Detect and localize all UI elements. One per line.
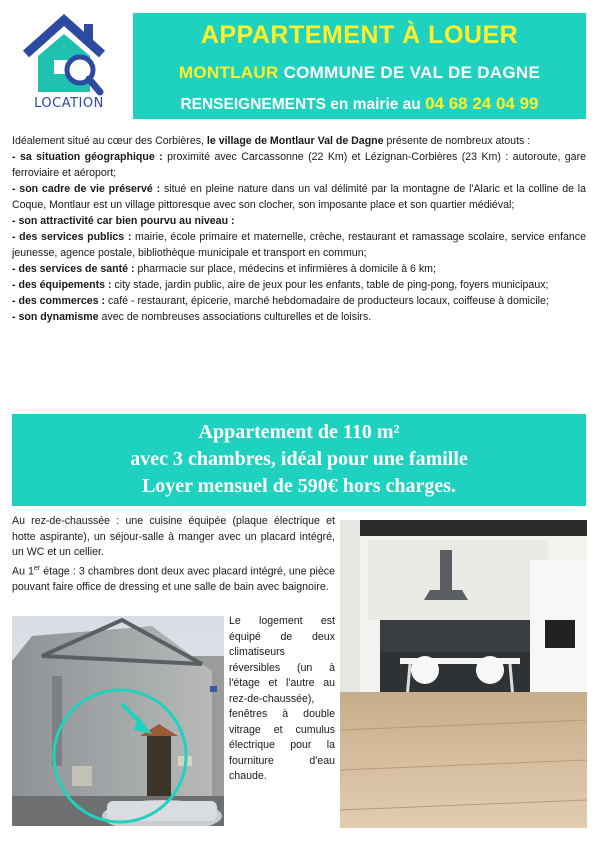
page-title: APPARTEMENT À LOUER xyxy=(200,21,519,49)
house-icon xyxy=(14,12,124,96)
comm-item xyxy=(12,293,586,309)
dyn-text: avec de nombreuses associations culturelles et de loisirs. xyxy=(101,311,372,323)
cadre-label: - son cadre de vie préservé : xyxy=(12,183,161,195)
publics-text: mairie, école primaire et maternelle, crèche, restaurant et ramassage scolaire, service enfance jeunesse, agence postale, bibliothèque municipale et transport en commun; xyxy=(12,231,586,259)
location-logo xyxy=(14,12,124,116)
offer-banner xyxy=(12,414,586,506)
contact-label: RENSEIGNEMENTS en mairie au xyxy=(180,96,421,113)
sante-label: - des services de santé : xyxy=(12,263,135,275)
ground-floor-text: Au rez-de-chaussée : une cuisine équipée (plaque électrique et hotte aspirante), un séjour-salle à manger avec un placard intégré, un WC et un cellier. xyxy=(12,515,335,558)
commune-line xyxy=(133,63,586,83)
village-name: le village de Montlaur Val de Dagne xyxy=(206,135,384,147)
contact-line xyxy=(133,94,586,114)
equip-text: city stade, jardin public, aire de jeux pour les enfants, table de ping-pong, foyers municipaux; xyxy=(114,279,549,291)
intro-lead: Idéalement situé au cœur des Corbières, xyxy=(12,135,204,147)
sante-text: pharmacie sur place, médecins et infirmières à domicile à 6 km; xyxy=(137,263,436,275)
geo-label: - sa situation géographique : xyxy=(12,151,163,163)
attract-heading: - son attractivité car bien pourvu au niveau : xyxy=(12,215,235,227)
offer-rooms: avec 3 chambres, idéal pour une famille xyxy=(130,448,468,470)
equipment-text: Le logement est équipé de deux climatiseurs réversibles (un à l'étage et l'autre au rez-de-chaussée), fenêtres à double vitrage et cumulus électrique pour la fourniture d'eau chaude. xyxy=(229,615,335,782)
offer-size: Appartement de 110 m² xyxy=(198,421,400,443)
interior-photo xyxy=(340,520,587,828)
cadre-text: situé en pleine nature dans un val délimité par la montagne de l'Alaric et la colline de la Coque, Montlaur est un village pittoresque avec son clocher, son imposante place et son quartier médiéval; xyxy=(12,183,587,211)
phone-number: 04 68 24 04 99 xyxy=(425,94,539,113)
commune-name: MONTLAUR xyxy=(178,63,279,82)
building-photo xyxy=(12,616,224,826)
equip-label: - des équipements : xyxy=(12,279,112,291)
commune-rest: COMMUNE DE VAL DE DAGNE xyxy=(283,63,541,82)
intro-lead-end: présente de nombreux atouts : xyxy=(386,135,531,147)
equip-item xyxy=(12,277,586,293)
logo-caption: LOCATION xyxy=(34,96,104,111)
comm-label: - des commerces : xyxy=(12,295,106,307)
publics-label: - des services publics : xyxy=(12,231,132,243)
intro-paragraph xyxy=(12,133,586,149)
offer-rent: Loyer mensuel de 590€ hors charges. xyxy=(141,475,457,497)
comm-text: café - restaurant, épicerie, marché hebdomadaire de producteurs locaux, coiffeuse à domicile; xyxy=(108,295,549,307)
first-floor-sup: er xyxy=(33,564,41,572)
first-floor-body: étage : 3 chambres dont deux avec placard intégré, une pièce pouvant faire office de dressing et une salle de bain avec baignoire. xyxy=(12,565,335,593)
dyn-label: - son dynamisme xyxy=(12,311,99,323)
publics-item xyxy=(12,229,586,261)
room-details xyxy=(12,514,335,595)
first-floor-text xyxy=(12,561,335,596)
first-floor-prefix: Au 1 xyxy=(12,565,34,578)
dyn-item xyxy=(12,309,586,325)
sante-item xyxy=(12,261,586,277)
geo-item xyxy=(12,149,586,181)
cadre-item xyxy=(12,181,586,213)
geo-text: proximité avec Carcassonne (22 Km) et Lézignan-Corbières (23 Km) : autoroute, gare ferroviaire et aéroport; xyxy=(12,151,586,179)
intro-text xyxy=(12,133,586,325)
header-banner xyxy=(133,13,586,119)
